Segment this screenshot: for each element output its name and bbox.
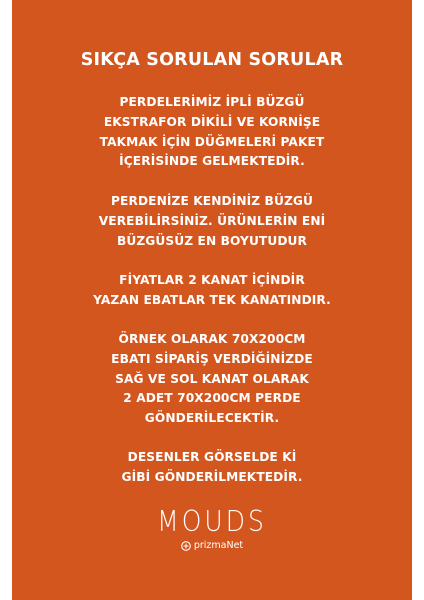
faq-item (12, 448, 412, 488)
faq-line: ÖRNEK OLARAK 70X200CM (118, 332, 306, 346)
faq-line: TAKMAK İÇİN DÜĞMELERİ PAKET (99, 134, 325, 149)
brand-logo-sub (181, 540, 243, 552)
faq-line: GİBİ GÖNDERİLMEKTEDİR. (121, 469, 303, 484)
faq-line: BÜZGÜSÜZ EN BOYUTUDUR (116, 233, 308, 248)
faq-line: EBATI SİPARİŞ VERDİĞİNİZDE (111, 351, 313, 366)
faq-line: SAĞ VE SOL KANAT OLARAK (115, 371, 309, 386)
prizmanet-mark-icon (181, 541, 191, 551)
faq-line: VEREBİLİRSİNİZ. ÜRÜNLERİN ENİ (98, 213, 326, 228)
faq-line: PERDELERİMİZ İPLİ BÜZGÜ (119, 95, 305, 109)
faq-item (12, 192, 412, 251)
faq-item (12, 271, 412, 311)
faq-line: YAZAN EBATLAR TEK KANATINDIR. (93, 292, 331, 307)
faq-line: EKSTRAFOR DİKİLİ VE KORNİŞE (103, 114, 321, 129)
brand-logo-wordmark: MOUDS (157, 504, 267, 539)
brand-logo (12, 504, 412, 568)
faq-line: DESENLER GÖRSELDE Kİ (127, 450, 297, 464)
faq-card (12, 0, 412, 600)
faq-line: FİYATLAR 2 KANAT İÇİNDİR (119, 273, 305, 287)
brand-logo-subtext: prizmaNet (193, 540, 244, 551)
faq-item (12, 93, 412, 172)
faq-line: İÇERİSİNDE GELMEKTEDİR. (119, 154, 305, 169)
page-title: SIKÇA SORULAN SORULAR (80, 50, 344, 70)
faq-line: GÖNDERİLECEKTİR. (144, 411, 280, 426)
faq-item (12, 330, 412, 429)
faq-line: 2 ADET 70X200CM PERDE (123, 391, 301, 406)
faq-line: PERDENİZE KENDİNİZ BÜZGÜ (111, 194, 313, 208)
